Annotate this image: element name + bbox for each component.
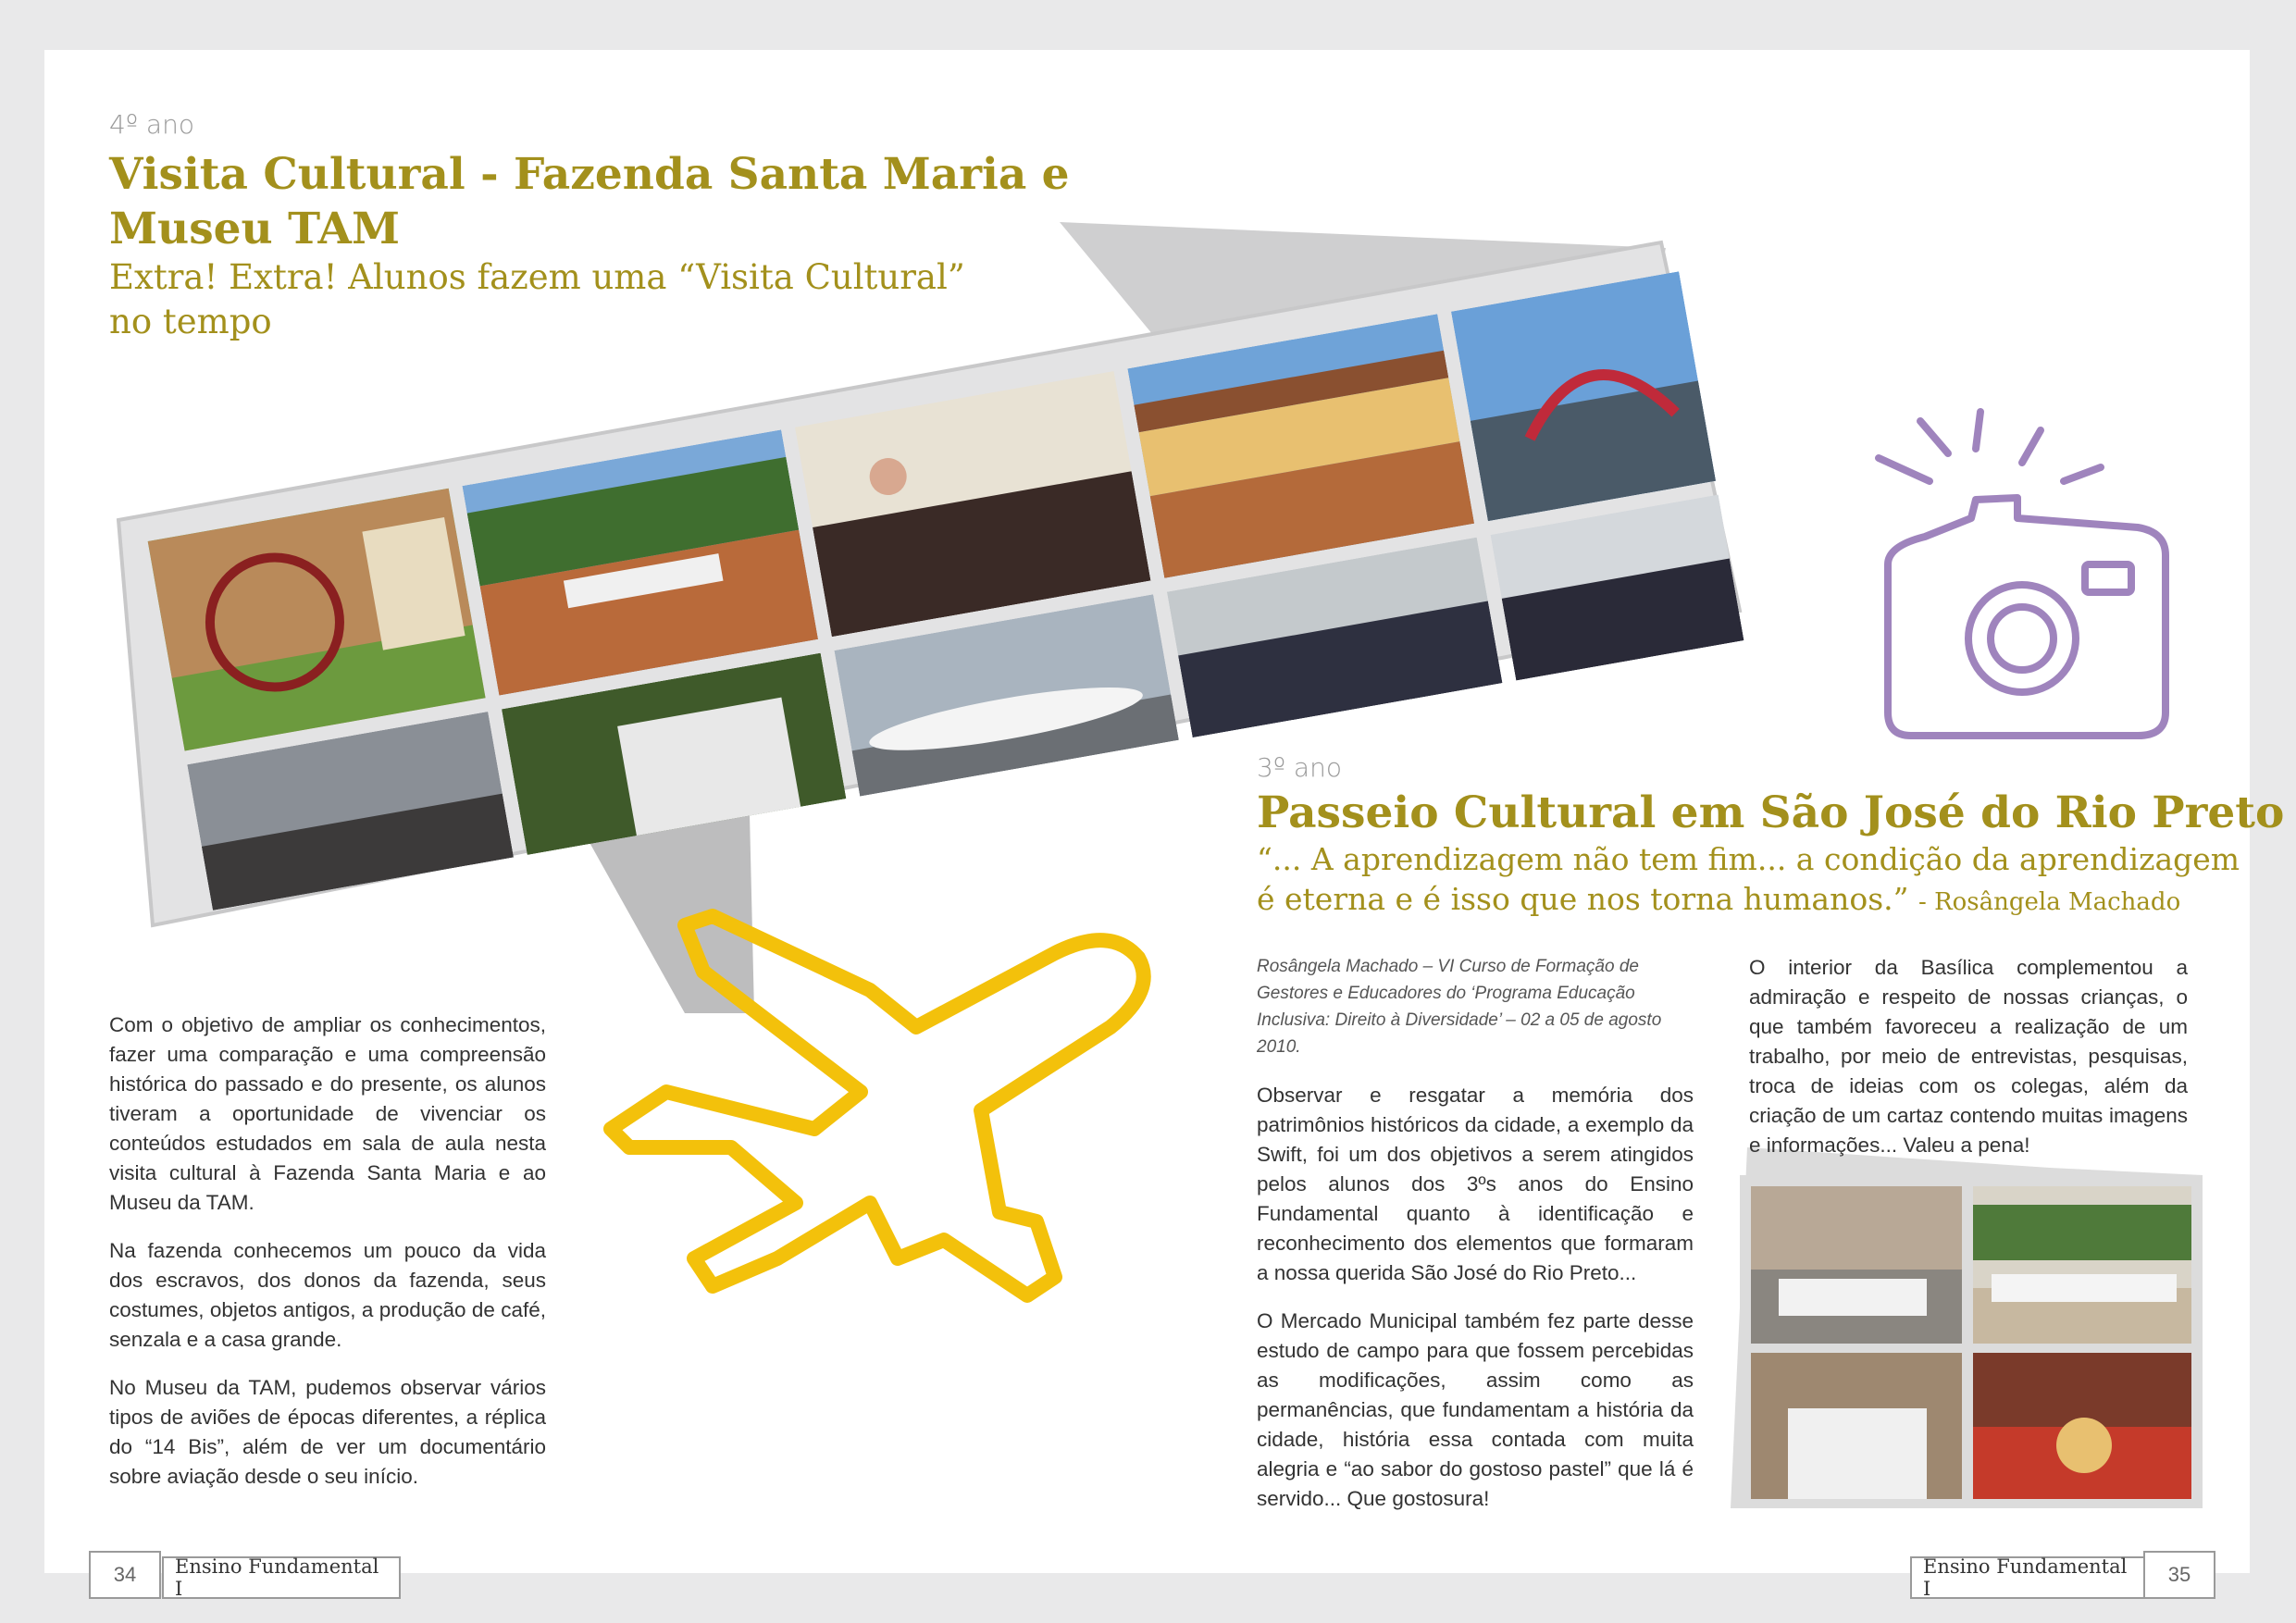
left-page-number: 34 xyxy=(89,1551,161,1599)
photo-basilica-steps xyxy=(1751,1186,1962,1344)
photo-swift-group xyxy=(1973,1186,2191,1344)
left-paragraph-1: Com o objetivo de ampliar os conhecimentos, fazer uma comparação e uma compreensão histórica do passado e do presente, os alunos tiveram a oportunidade de vivenciar os conteúdos estudados em sala de aula nesta visita cultural à Fazenda Santa Maria e ao Museu da TAM. xyxy=(109,1013,546,1214)
right-section-label: Ensino Fundamental I xyxy=(1910,1556,2149,1599)
photo-farm-house xyxy=(1127,314,1474,578)
photo-museum-benches xyxy=(1490,495,1744,681)
right-paragraph-2: O Mercado Municipal também fez parte desse estudo de campo para que fossem percebidas as modificações, assim como as permanências, que fundamentam a história da cidade, história essa contada com muita alegria e “ao sabor do gostoso pastel” que lá é servido... Que gostosura! xyxy=(1257,1309,1694,1510)
left-grade-label: 4º ano xyxy=(109,109,194,140)
left-subtitle-line1: Extra! Extra! Alunos fazem uma “Visita Cultural” xyxy=(109,257,965,297)
photo-kids-interior xyxy=(1751,1353,1962,1499)
airplane-icon xyxy=(592,870,1212,1323)
right-article-title: Passeio Cultural em São José do Rio Preto xyxy=(1257,787,2285,838)
left-subtitle-line2: no tempo xyxy=(109,302,272,342)
left-article-body xyxy=(109,1010,546,1510)
left-paragraph-2: Na fazenda conhecemos um pouco da vida dos escravos, dos donos da fazenda, seus costumes, objetos antigos, a produção de café, senzala e a casa grande. xyxy=(109,1239,546,1351)
photo-farm-wheel xyxy=(148,489,486,751)
quote-author: - Rosângela Machado xyxy=(1918,887,2181,916)
right-column-2 xyxy=(1749,953,2188,1179)
photo-museum-entrance xyxy=(1451,271,1716,521)
photo-grid-rio-preto xyxy=(1740,1175,2203,1508)
right-paragraph-3: O interior da Basílica complementou a admiração e respeito de nossas crianças, o que também favoreceu a realização de um trabalho, por meio de entrevistas, pesquisas, troca de ideias com os colegas, além da criação de um cartaz contendo muitas imagens e informações... Valeu a pena! xyxy=(1749,956,2188,1157)
left-paragraph-3: No Museu da TAM, pudemos observar vários tipos de aviões de épocas diferentes, a réplica do “14 Bis”, além de ver um documentário sobre aviação desde o seu início. xyxy=(109,1376,546,1488)
quote-line2: é eterna e é isso que nos torna humanos.” xyxy=(1257,880,1909,917)
left-section-label: Ensino Fundamental I xyxy=(162,1556,401,1599)
right-grade-label: 3º ano xyxy=(1257,752,1342,783)
quote-line1: “... A aprendizagem não tem fim... a condição da aprendizagem xyxy=(1257,841,2240,877)
citation-text: Rosângela Machado – VI Curso de Formação de Gestores e Educadores do ‘Programa Educação Inclusiva: Direito à Diversidade’ – 02 a 05 de agosto 2010. xyxy=(1257,957,1662,1057)
right-page-number: 35 xyxy=(2143,1551,2215,1599)
right-column-1 xyxy=(1257,953,1694,1532)
left-title-line2: Museu TAM xyxy=(109,203,400,254)
photo-students-field xyxy=(462,429,818,695)
photo-market-pastel xyxy=(1973,1353,2191,1499)
right-paragraph-1: Observar e resgatar a memória dos patrimônios históricos da cidade, a exemplo da Swift, foi um dos objetivos a serem atingidos pelos alunos dos 3ºs anos do Ensino Fundamental quanto à identificação e reconhecimento dos elementos que formaram a nossa querida São José do Rio Preto... xyxy=(1257,1084,1694,1284)
left-title-line1: Visita Cultural - Fazenda Santa Maria e xyxy=(109,149,1070,200)
right-article-quote xyxy=(1257,840,2240,920)
photo-classroom-talk xyxy=(795,371,1151,637)
camera-icon xyxy=(1855,407,2189,768)
